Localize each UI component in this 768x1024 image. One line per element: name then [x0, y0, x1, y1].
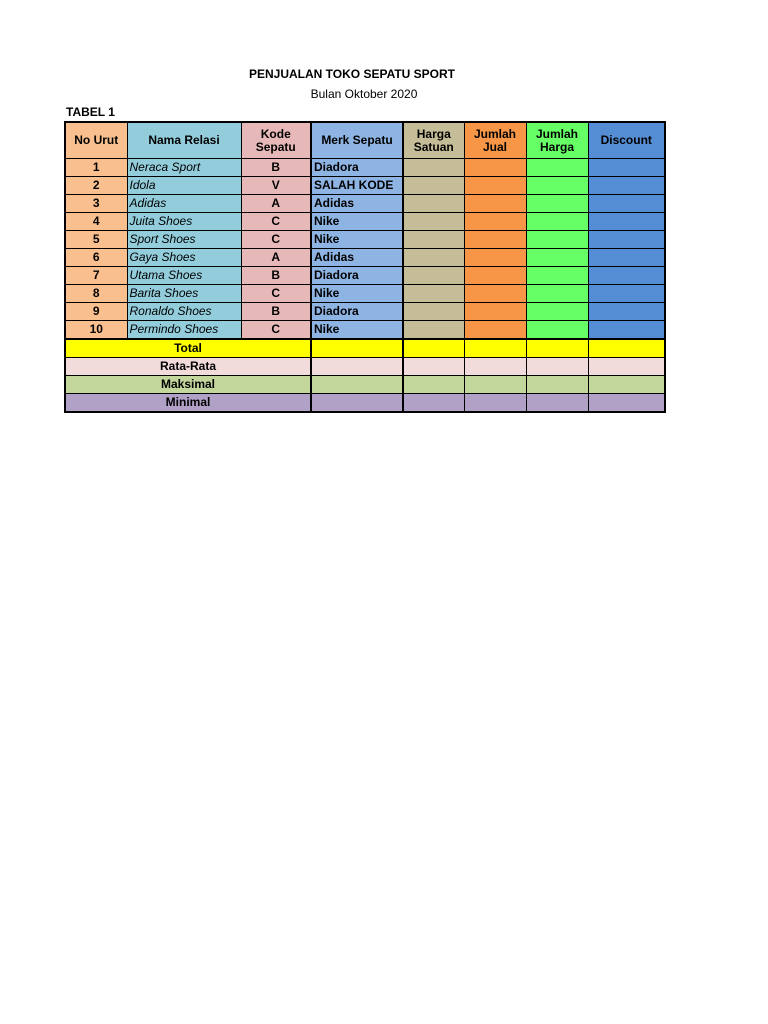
- col-header-harga-satuan: [403, 122, 464, 159]
- summary-cell: [464, 394, 526, 413]
- page-title: PENJUALAN TOKO SEPATU SPORT: [248, 67, 456, 81]
- cell-discount: [588, 303, 665, 321]
- sales-table: [64, 121, 666, 413]
- cell-kode-sepatu: B: [241, 159, 311, 177]
- cell-kode-sepatu: C: [241, 231, 311, 249]
- cell-merk-sepatu: Diadora: [311, 267, 403, 285]
- col-header-kode-sepatu: [241, 122, 311, 159]
- summary-label-minimal: Minimal: [65, 394, 311, 413]
- cell-nama-relasi: Barita Shoes: [127, 285, 241, 303]
- cell-jumlah-harga: [526, 285, 588, 303]
- cell-kode-sepatu: V: [241, 177, 311, 195]
- table-row: [65, 231, 665, 249]
- cell-jumlah-harga: [526, 177, 588, 195]
- summary-label-maksimal: Maksimal: [65, 376, 311, 394]
- cell-jumlah-jual: [464, 249, 526, 267]
- summary-cell: [403, 376, 464, 394]
- summary-label-rata-rata: Rata-Rata: [65, 358, 311, 376]
- summary-cell: [526, 394, 588, 413]
- cell-jumlah-jual: [464, 231, 526, 249]
- summary-row-maksimal: [65, 376, 665, 394]
- cell-harga-satuan: [403, 285, 464, 303]
- col-header-jharga-line2: Harga: [539, 139, 574, 154]
- col-header-jual-line1: Jumlah: [473, 126, 516, 141]
- summary-row-total: [65, 339, 665, 358]
- table-row: [65, 213, 665, 231]
- cell-kode-sepatu: A: [241, 195, 311, 213]
- summary-cell: [526, 358, 588, 376]
- cell-nama-relasi: Permindo Shoes: [127, 321, 241, 340]
- cell-no-urut: 2: [65, 177, 127, 195]
- cell-harga-satuan: [403, 195, 464, 213]
- cell-jumlah-harga: [526, 159, 588, 177]
- summary-cell: [588, 394, 665, 413]
- col-header-jumlah-harga: [526, 122, 588, 159]
- cell-merk-sepatu: SALAH KODE: [311, 177, 403, 195]
- cell-merk-sepatu: Nike: [311, 213, 403, 231]
- cell-nama-relasi: Idola: [127, 177, 241, 195]
- cell-jumlah-harga: [526, 231, 588, 249]
- table-label: TABEL 1: [66, 105, 115, 119]
- cell-jumlah-jual: [464, 159, 526, 177]
- table-row: [65, 177, 665, 195]
- cell-merk-sepatu: Nike: [311, 285, 403, 303]
- col-header-kode-line1: Kode: [260, 126, 291, 141]
- cell-harga-satuan: [403, 249, 464, 267]
- cell-nama-relasi: Adidas: [127, 195, 241, 213]
- col-header-jual-line2: Jual: [482, 139, 507, 154]
- cell-harga-satuan: [403, 303, 464, 321]
- summary-cell: [464, 376, 526, 394]
- table-row: [65, 159, 665, 177]
- cell-merk-sepatu: Nike: [311, 321, 403, 340]
- cell-kode-sepatu: B: [241, 267, 311, 285]
- cell-no-urut: 6: [65, 249, 127, 267]
- cell-nama-relasi: Sport Shoes: [127, 231, 241, 249]
- cell-jumlah-jual: [464, 303, 526, 321]
- cell-kode-sepatu: C: [241, 213, 311, 231]
- table-row: [65, 195, 665, 213]
- cell-merk-sepatu: Nike: [311, 231, 403, 249]
- col-header-jumlah-jual: [464, 122, 526, 159]
- page-subtitle: Bulan Oktober 2020: [310, 87, 418, 101]
- col-header-no-urut: No Urut: [65, 122, 127, 159]
- summary-cell: [588, 358, 665, 376]
- col-header-merk-sepatu: Merk Sepatu: [311, 122, 403, 159]
- cell-jumlah-harga: [526, 249, 588, 267]
- cell-discount: [588, 231, 665, 249]
- cell-merk-sepatu: Adidas: [311, 249, 403, 267]
- col-header-harga-line2: Satuan: [413, 139, 454, 154]
- cell-no-urut: 5: [65, 231, 127, 249]
- cell-jumlah-jual: [464, 321, 526, 340]
- table-row: [65, 303, 665, 321]
- table-row: [65, 285, 665, 303]
- col-header-harga-line1: Harga: [416, 126, 451, 141]
- cell-merk-sepatu: Adidas: [311, 195, 403, 213]
- cell-harga-satuan: [403, 213, 464, 231]
- cell-jumlah-harga: [526, 303, 588, 321]
- cell-jumlah-harga: [526, 213, 588, 231]
- summary-label-total: Total: [65, 339, 311, 358]
- cell-kode-sepatu: C: [241, 321, 311, 340]
- cell-no-urut: 4: [65, 213, 127, 231]
- summary-cell: [311, 376, 403, 394]
- cell-jumlah-jual: [464, 267, 526, 285]
- cell-nama-relasi: Neraca Sport: [127, 159, 241, 177]
- summary-cell: [526, 339, 588, 358]
- cell-jumlah-harga: [526, 195, 588, 213]
- col-header-nama-relasi: Nama Relasi: [127, 122, 241, 159]
- cell-no-urut: 7: [65, 267, 127, 285]
- cell-jumlah-harga: [526, 267, 588, 285]
- cell-no-urut: 8: [65, 285, 127, 303]
- cell-discount: [588, 321, 665, 340]
- summary-cell: [526, 376, 588, 394]
- summary-cell: [464, 339, 526, 358]
- cell-jumlah-jual: [464, 285, 526, 303]
- table-row: [65, 249, 665, 267]
- summary-row-minimal: [65, 394, 665, 413]
- cell-jumlah-harga: [526, 321, 588, 340]
- cell-harga-satuan: [403, 321, 464, 340]
- cell-harga-satuan: [403, 177, 464, 195]
- summary-cell: [464, 358, 526, 376]
- cell-no-urut: 3: [65, 195, 127, 213]
- cell-jumlah-jual: [464, 195, 526, 213]
- cell-discount: [588, 177, 665, 195]
- cell-discount: [588, 249, 665, 267]
- col-header-discount: Discount: [588, 122, 665, 159]
- cell-kode-sepatu: A: [241, 249, 311, 267]
- summary-cell: [588, 339, 665, 358]
- cell-jumlah-jual: [464, 213, 526, 231]
- cell-nama-relasi: Juita Shoes: [127, 213, 241, 231]
- summary-cell: [403, 394, 464, 413]
- cell-jumlah-jual: [464, 177, 526, 195]
- table-row: [65, 321, 665, 340]
- cell-no-urut: 1: [65, 159, 127, 177]
- summary-cell: [311, 358, 403, 376]
- col-header-jharga-line1: Jumlah: [535, 126, 578, 141]
- cell-no-urut: 10: [65, 321, 127, 340]
- cell-discount: [588, 285, 665, 303]
- cell-harga-satuan: [403, 231, 464, 249]
- summary-cell: [311, 339, 403, 358]
- col-header-kode-line2: Sepatu: [255, 139, 296, 154]
- cell-merk-sepatu: Diadora: [311, 303, 403, 321]
- cell-nama-relasi: Gaya Shoes: [127, 249, 241, 267]
- cell-discount: [588, 195, 665, 213]
- summary-row-rata-rata: [65, 358, 665, 376]
- cell-harga-satuan: [403, 159, 464, 177]
- summary-cell: [311, 394, 403, 413]
- cell-discount: [588, 213, 665, 231]
- table-row: [65, 267, 665, 285]
- summary-cell: [403, 339, 464, 358]
- header-row: [65, 122, 665, 159]
- cell-discount: [588, 267, 665, 285]
- cell-nama-relasi: Ronaldo Shoes: [127, 303, 241, 321]
- cell-discount: [588, 159, 665, 177]
- cell-kode-sepatu: C: [241, 285, 311, 303]
- cell-no-urut: 9: [65, 303, 127, 321]
- cell-nama-relasi: Utama Shoes: [127, 267, 241, 285]
- cell-kode-sepatu: B: [241, 303, 311, 321]
- summary-cell: [403, 358, 464, 376]
- cell-harga-satuan: [403, 267, 464, 285]
- summary-cell: [588, 376, 665, 394]
- cell-merk-sepatu: Diadora: [311, 159, 403, 177]
